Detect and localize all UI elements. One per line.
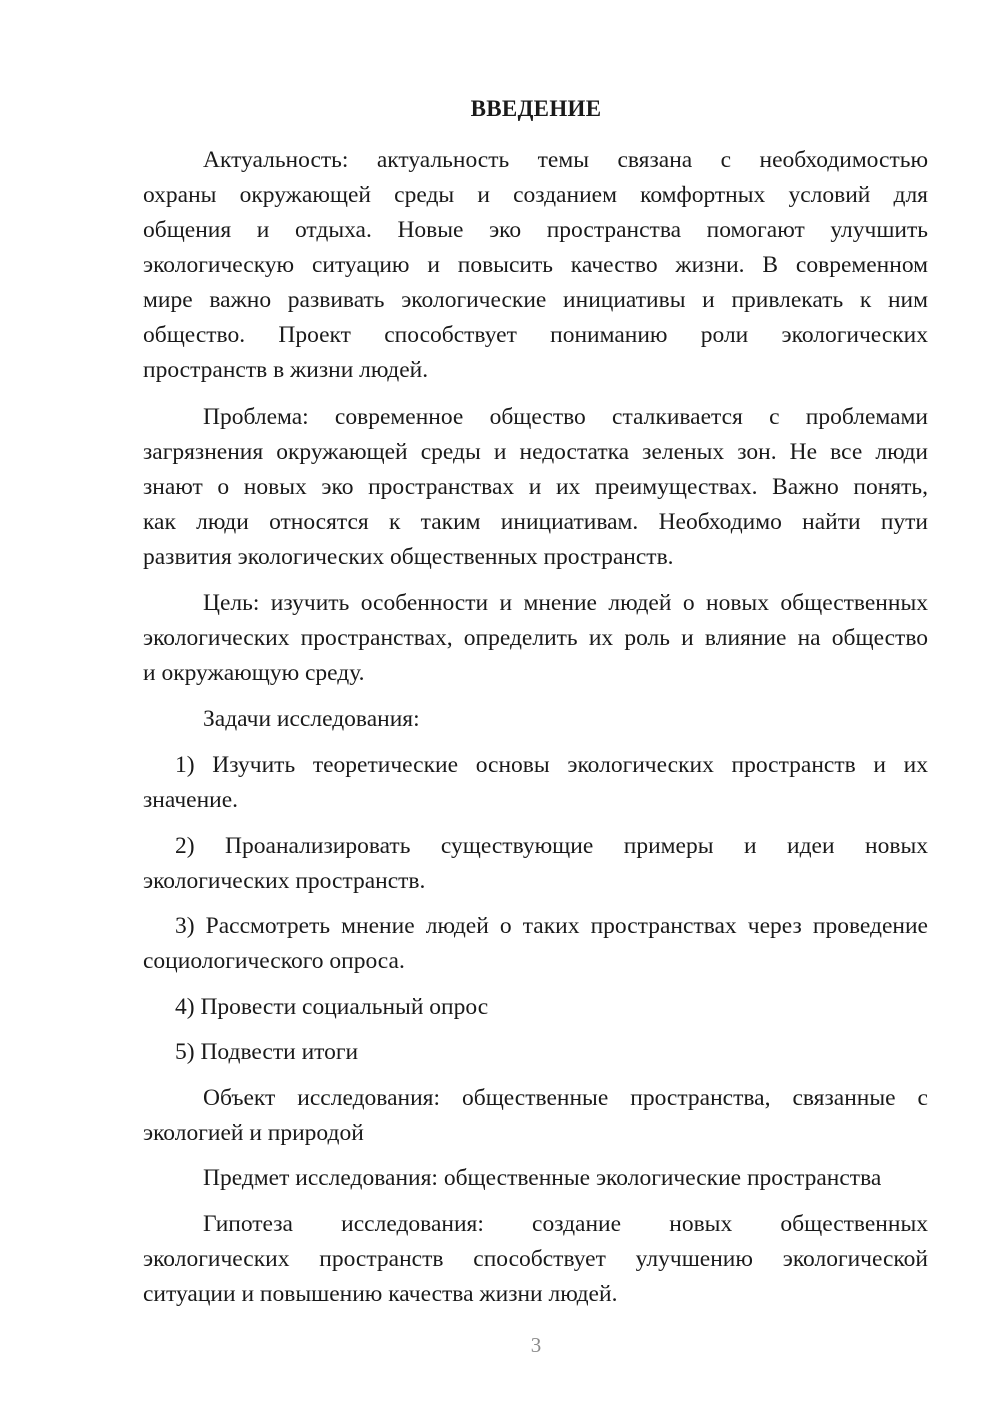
text-line: мире важно развивать экологические инициативы и привлекать к ним — [143, 287, 928, 313]
text-line: Актуальность: актуальность темы связана с необходимостью — [203, 147, 928, 173]
task-item-4: 4) Провести социальный опрос — [175, 994, 489, 1020]
text-line: экологических пространств. — [143, 868, 426, 894]
text-line: 2) Проанализировать существующие примеры и идеи новых — [175, 833, 928, 859]
text-line: развития экологических общественных пространств. — [143, 544, 674, 570]
text-line: пространств в жизни людей. — [143, 357, 429, 383]
text-line: Гипотеза исследования: создание новых общественных — [203, 1211, 928, 1237]
text-line: экологических пространств способствует улучшению экологической — [143, 1246, 928, 1272]
text-line: экологических пространствах, определить их роль и влияние на общество — [143, 625, 928, 651]
text-line: загрязнения окружающей среды и недостатка зеленых зон. Не все люди — [143, 439, 928, 465]
paragraph-subject: Предмет исследования: общественные экологические пространства — [203, 1165, 882, 1191]
text-line: 3) Рассмотреть мнение людей о таких пространствах через проведение — [175, 913, 928, 939]
text-line: и окружающую среду. — [143, 660, 365, 686]
text-line: экологией и природой — [143, 1120, 364, 1146]
text-line: Цель: изучить особенности и мнение людей о новых общественных — [203, 590, 928, 616]
text-line: общения и отдыха. Новые эко пространства помогают улучшить — [143, 217, 928, 243]
task-item-5: 5) Подвести итоги — [175, 1039, 359, 1065]
text-line: как люди относятся к таким инициативам. Необходимо найти пути — [143, 509, 928, 535]
page-number: 3 — [530, 1333, 542, 1357]
text-line: 1) Изучить теоретические основы экологических пространств и их — [175, 752, 928, 778]
text-line: экологическую ситуацию и повысить качество жизни. В современном — [143, 252, 928, 278]
page-title: ВВЕДЕНИЕ — [470, 96, 602, 121]
text-line: охраны окружающей среды и созданием комфортных условий для — [143, 182, 928, 208]
text-line: общество. Проект способствует пониманию роли экологических — [143, 322, 928, 348]
text-line: Проблема: современное общество сталкивается с проблемами — [203, 404, 928, 430]
tasks-heading: Задачи исследования: — [203, 706, 420, 732]
text-line: значение. — [143, 787, 239, 813]
text-line: Объект исследования: общественные пространства, связанные с — [203, 1085, 928, 1111]
text-line: социологического опроса. — [143, 948, 405, 974]
text-line: ситуации и повышению качества жизни людей. — [143, 1281, 618, 1307]
text-line: знают о новых эко пространствах и их преимуществах. Важно понять, — [143, 474, 928, 500]
